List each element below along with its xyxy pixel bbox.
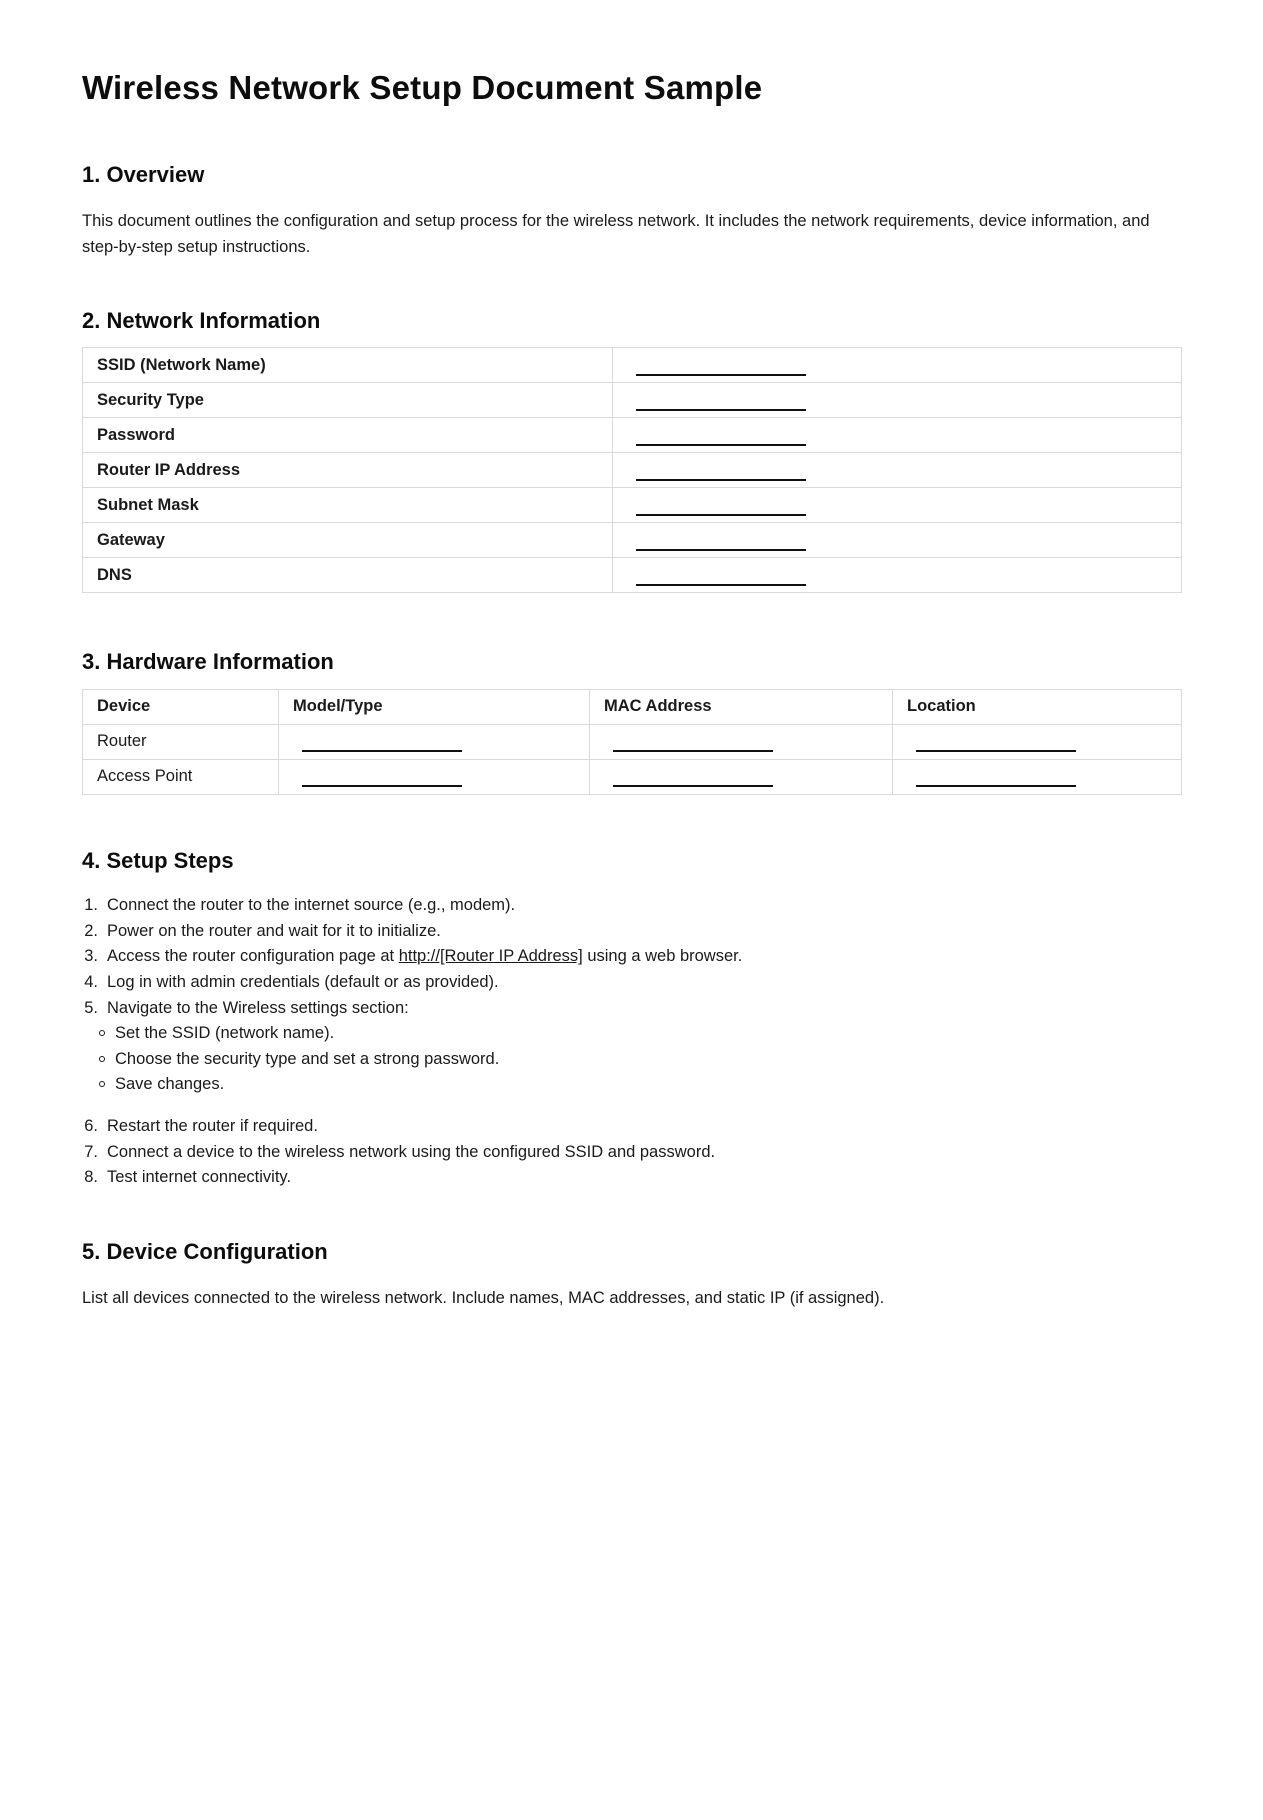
blank-line [636,530,806,551]
mac-cell [590,724,893,759]
network-row-label: Password [83,418,613,453]
network-row-value [613,418,1182,453]
list-item [82,1140,1181,1166]
list-item [82,1047,1181,1073]
blank-line [636,565,806,586]
network-row-value [613,348,1182,383]
wireless-settings-sublist [82,1021,1181,1098]
circle-bullet-icon [99,1056,105,1062]
step-number: 5. [84,998,98,1017]
step-text: Log in with admin credentials (default or as provided). [107,972,499,991]
table-row [83,453,1182,488]
mac-cell [590,759,893,794]
blank-line [636,495,806,516]
step-number: 2. [84,921,98,940]
step-text: Restart the router if required. [107,1116,318,1135]
table-row [83,383,1182,418]
list-item [82,944,1181,970]
blank-line [613,766,773,787]
network-row-label: Security Type [83,383,613,418]
blank-line [302,766,462,787]
circle-bullet-icon [99,1030,105,1036]
table-row [83,724,1182,759]
step-number: 3. [84,947,98,966]
table-row [83,348,1182,383]
table-header-row [83,689,1182,724]
list-item [82,919,1181,945]
device-name-cell: Access Point [83,759,279,794]
list-item [82,1114,1181,1140]
model-cell [279,724,590,759]
blank-line [636,355,806,376]
list-item [82,1072,1181,1098]
step-number: 1. [84,896,98,915]
blank-line [916,766,1076,787]
network-row-value [613,453,1182,488]
blank-line [613,731,773,752]
column-header-model: Model/Type [279,689,590,724]
network-row-value [613,523,1182,558]
step-text [107,944,742,970]
blank-line [636,460,806,481]
table-row [83,759,1182,794]
table-row [83,418,1182,453]
hardware-info-table [82,689,1182,795]
column-header-mac: MAC Address [590,689,893,724]
step-text-before: Access the router configuration page at [107,947,399,966]
table-row [83,488,1182,523]
substep-text: Set the SSID (network name). [115,1024,335,1043]
network-row-value [613,488,1182,523]
location-cell [893,724,1182,759]
step-text: Power on the router and wait for it to initialize. [107,921,441,940]
network-row-value [613,558,1182,593]
setup-steps-heading: 4. Setup Steps [82,847,234,873]
table-row [83,523,1182,558]
network-row-label: Gateway [83,523,613,558]
column-header-location: Location [893,689,1182,724]
blank-line [302,731,462,752]
device-config-paragraph: List all devices connected to the wireless network. Include names, MAC addresses, and static IP (if assigned). [82,1289,885,1308]
list-item [82,970,1181,996]
step-text: Navigate to the Wireless settings section: [107,998,409,1017]
network-info-table [82,347,1182,593]
hardware-info-heading: 3. Hardware Information [82,649,334,675]
model-cell [279,759,590,794]
router-ip-link[interactable]: http://[Router IP Address] [398,947,583,966]
overview-heading: 1. Overview [82,161,205,187]
document-title: Wireless Network Setup Document Sample [82,69,763,106]
step-text: Test internet connectivity. [107,1168,292,1187]
step-number: 7. [84,1142,98,1161]
blank-line [636,425,806,446]
overview-paragraph: This document outlines the configuration and setup process for the wireless network. It includes the network requirements, device information, and step-by-step setup instructions. [82,211,1150,256]
table-row [83,558,1182,593]
network-row-label: Subnet Mask [83,488,613,523]
device-config-heading: 5. Device Configuration [82,1238,328,1264]
network-row-value [613,383,1182,418]
list-item [82,1165,1181,1191]
step-number: 4. [84,972,98,991]
list-item [82,996,1181,1098]
setup-steps-list [82,893,1181,1191]
device-name-cell: Router [83,724,279,759]
blank-line [916,731,1076,752]
network-row-label: Router IP Address [83,453,613,488]
network-info-heading: 2. Network Information [82,307,321,333]
step-number: 8. [84,1168,98,1187]
list-item [82,893,1181,919]
substep-text: Save changes. [115,1075,225,1094]
step-number: 6. [84,1116,98,1135]
step-text: Connect a device to the wireless network using the configured SSID and password. [107,1142,716,1161]
substep-text: Choose the security type and set a strong password. [115,1049,500,1068]
network-row-label: SSID (Network Name) [83,348,613,383]
list-item [82,1021,1181,1047]
blank-line [636,390,806,411]
network-row-label: DNS [83,558,613,593]
step-text-after: using a web browser. [582,947,743,966]
column-header-device: Device [83,689,279,724]
circle-bullet-icon [99,1081,105,1087]
step-text: Connect the router to the internet source (e.g., modem). [107,896,516,915]
location-cell [893,759,1182,794]
